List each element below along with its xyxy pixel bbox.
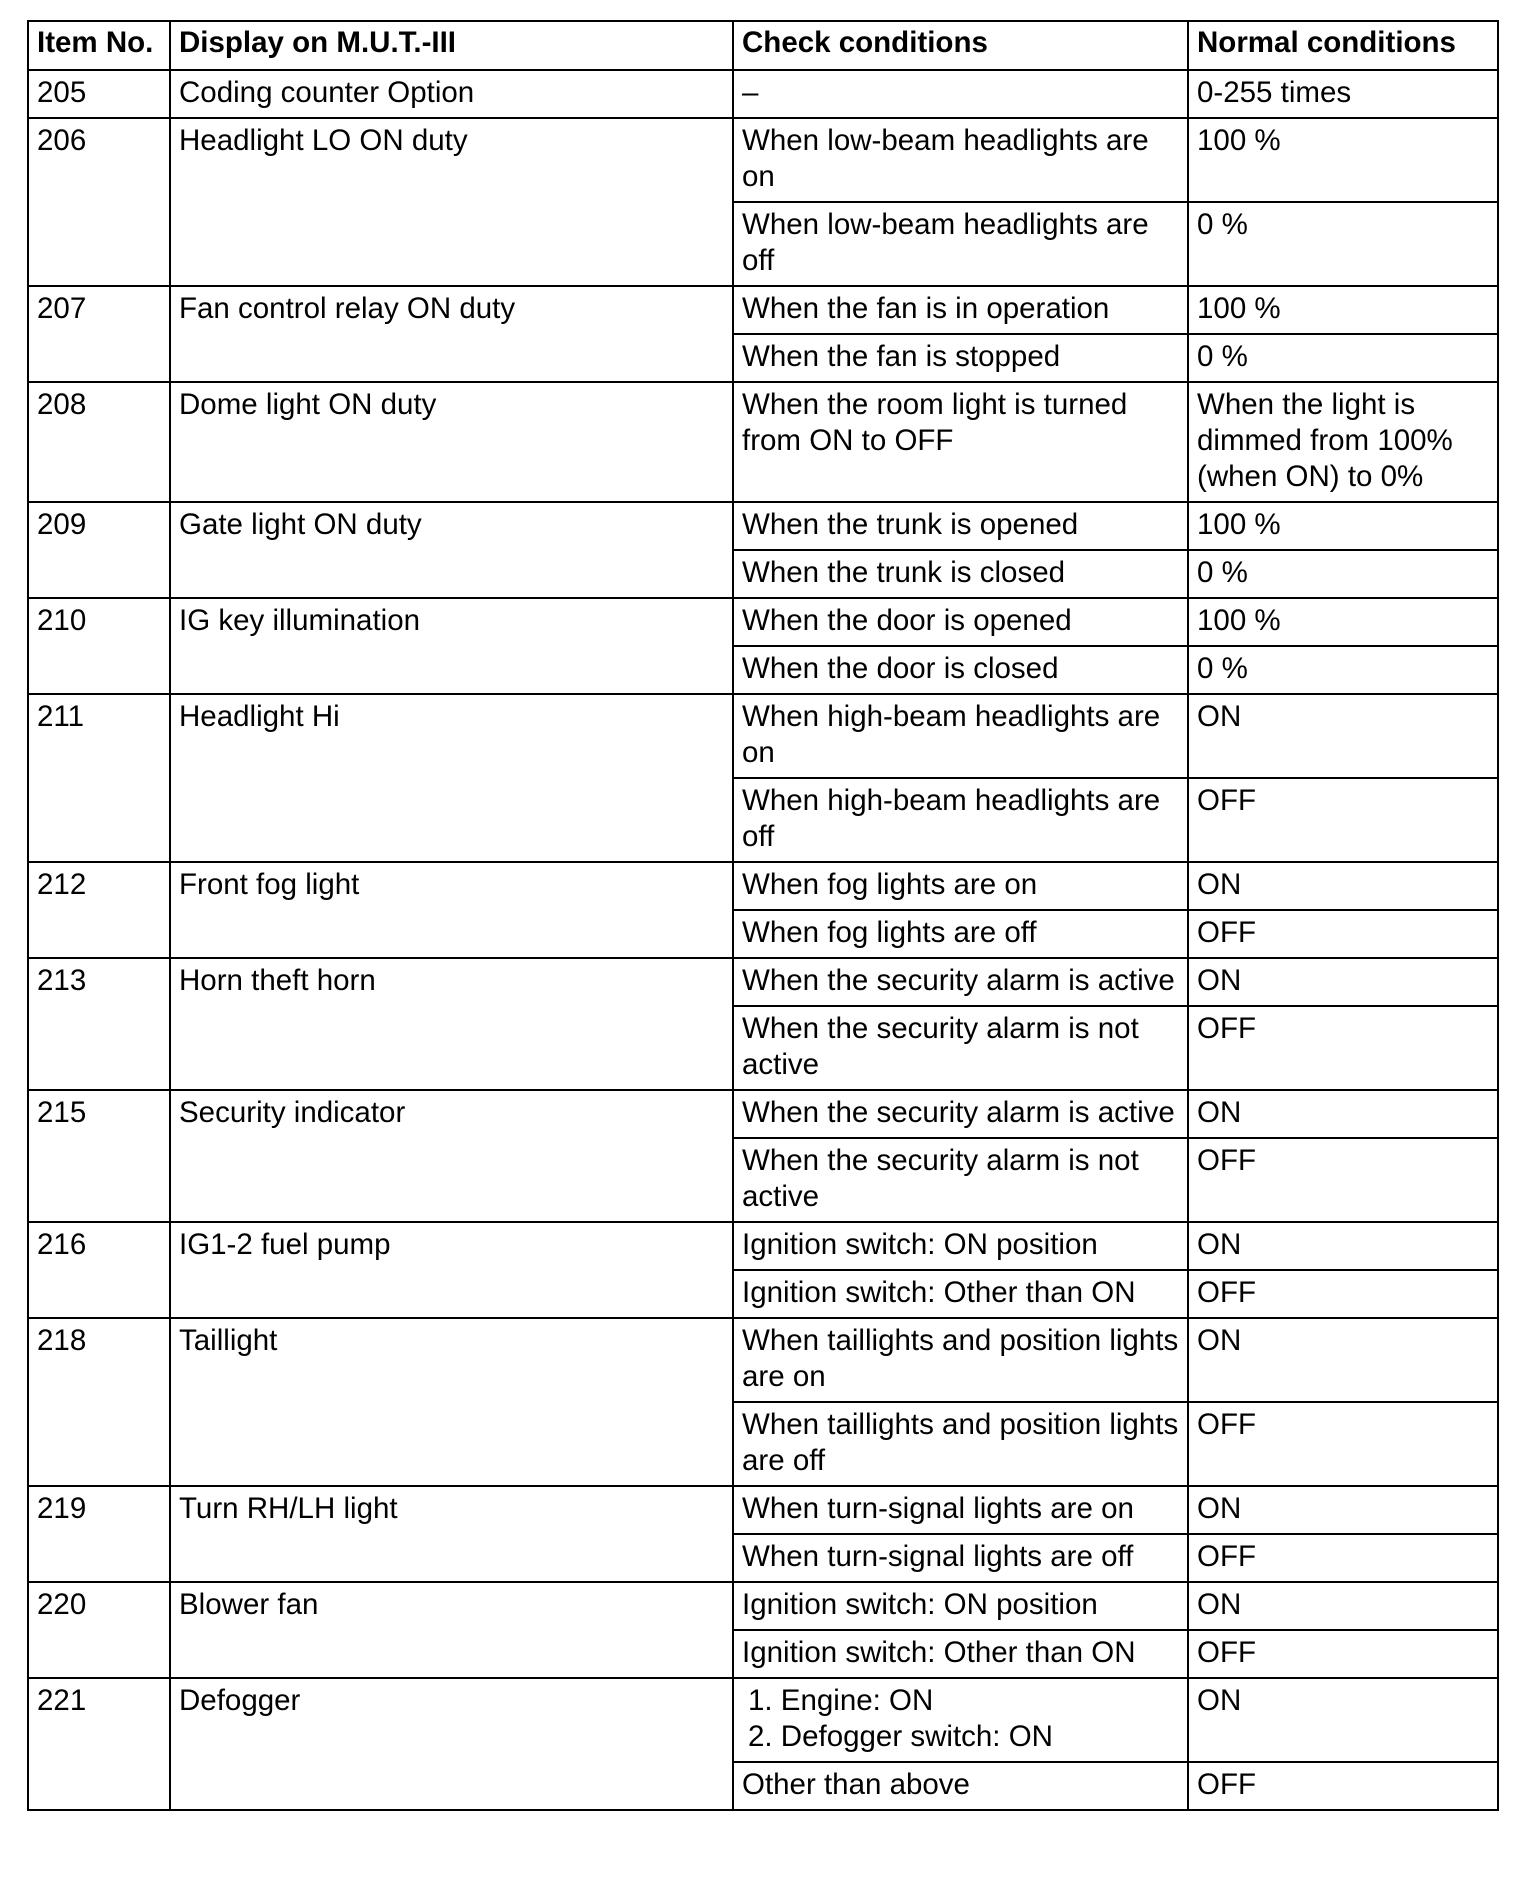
check-condition-cell: When the door is opened bbox=[733, 598, 1188, 646]
table-row bbox=[28, 1090, 1498, 1138]
check-condition-step: 2. Defogger switch: ON bbox=[748, 1720, 1053, 1753]
check-condition-cell: When the security alarm is not active bbox=[733, 1138, 1188, 1222]
display-name-cell: Turn RH/LH light bbox=[170, 1486, 733, 1582]
normal-condition-cell: 0 % bbox=[1188, 646, 1498, 694]
header-item-no: Item No. bbox=[28, 21, 170, 70]
normal-condition-cell: OFF bbox=[1188, 778, 1498, 862]
normal-condition-cell: OFF bbox=[1188, 1402, 1498, 1486]
display-name-cell: Horn theft horn bbox=[170, 958, 733, 1090]
item-number-cell: 212 bbox=[28, 862, 170, 958]
item-number-cell: 220 bbox=[28, 1582, 170, 1678]
normal-condition-cell: OFF bbox=[1188, 1762, 1498, 1810]
normal-condition-cell: OFF bbox=[1188, 910, 1498, 958]
display-name-cell: IG key illumination bbox=[170, 598, 733, 694]
check-condition-step: 1. Engine: ON bbox=[748, 1684, 934, 1717]
check-condition-cell: When the trunk is opened bbox=[733, 502, 1188, 550]
check-condition-cell: When the trunk is closed bbox=[733, 550, 1188, 598]
normal-condition-cell: ON bbox=[1188, 1318, 1498, 1402]
check-condition-cell: When low-beam headlights are on bbox=[733, 118, 1188, 202]
check-condition-cell: When the door is closed bbox=[733, 646, 1188, 694]
normal-condition-cell: ON bbox=[1188, 862, 1498, 910]
normal-condition-cell: 100 % bbox=[1188, 118, 1498, 202]
table-row bbox=[28, 694, 1498, 778]
table-row bbox=[28, 862, 1498, 910]
normal-condition-cell: 100 % bbox=[1188, 286, 1498, 334]
check-condition-cell: When the room light is turned from ON to OFF bbox=[733, 382, 1188, 502]
normal-condition-cell: ON bbox=[1188, 1222, 1498, 1270]
display-name-cell: Fan control relay ON duty bbox=[170, 286, 733, 382]
table-row bbox=[28, 382, 1498, 502]
item-number-cell: 216 bbox=[28, 1222, 170, 1318]
display-name-cell: Headlight LO ON duty bbox=[170, 118, 733, 286]
display-name-cell: Gate light ON duty bbox=[170, 502, 733, 598]
normal-condition-cell: OFF bbox=[1188, 1630, 1498, 1678]
item-number-cell: 206 bbox=[28, 118, 170, 286]
mut-data-table bbox=[27, 20, 1499, 1811]
check-condition-cell: When the fan is stopped bbox=[733, 334, 1188, 382]
normal-condition-cell: 0-255 times bbox=[1188, 70, 1498, 118]
item-number-cell: 219 bbox=[28, 1486, 170, 1582]
check-condition-cell: Ignition switch: ON position bbox=[733, 1582, 1188, 1630]
check-condition-cell: Other than above bbox=[733, 1762, 1188, 1810]
check-condition-cell: When high-beam headlights are on bbox=[733, 694, 1188, 778]
table-row bbox=[28, 1582, 1498, 1630]
normal-condition-cell: OFF bbox=[1188, 1138, 1498, 1222]
table-row bbox=[28, 1678, 1498, 1762]
normal-condition-cell: 100 % bbox=[1188, 502, 1498, 550]
display-name-cell: Dome light ON duty bbox=[170, 382, 733, 502]
display-name-cell: Front fog light bbox=[170, 862, 733, 958]
check-condition-cell: When turn-signal lights are off bbox=[733, 1534, 1188, 1582]
table-row bbox=[28, 1222, 1498, 1270]
normal-condition-cell: ON bbox=[1188, 958, 1498, 1006]
item-number-cell: 210 bbox=[28, 598, 170, 694]
normal-condition-cell: ON bbox=[1188, 1090, 1498, 1138]
check-condition-cell: Ignition switch: Other than ON bbox=[733, 1270, 1188, 1318]
check-condition-cell bbox=[733, 1678, 1188, 1762]
item-number-cell: 208 bbox=[28, 382, 170, 502]
item-number-cell: 215 bbox=[28, 1090, 170, 1222]
table-row bbox=[28, 1318, 1498, 1402]
table-body bbox=[28, 70, 1498, 1810]
check-condition-cell: When the fan is in operation bbox=[733, 286, 1188, 334]
table-row bbox=[28, 502, 1498, 550]
normal-condition-cell: OFF bbox=[1188, 1270, 1498, 1318]
header-normal-conditions: Normal conditions bbox=[1188, 21, 1498, 70]
header-check-conditions: Check conditions bbox=[733, 21, 1188, 70]
item-number-cell: 221 bbox=[28, 1678, 170, 1810]
normal-condition-cell: ON bbox=[1188, 694, 1498, 778]
check-condition-cell: When fog lights are on bbox=[733, 862, 1188, 910]
display-name-cell: Blower fan bbox=[170, 1582, 733, 1678]
table-header-row bbox=[28, 21, 1498, 70]
item-number-cell: 211 bbox=[28, 694, 170, 862]
display-name-cell: Taillight bbox=[170, 1318, 733, 1486]
check-condition-cell: When turn-signal lights are on bbox=[733, 1486, 1188, 1534]
display-name-cell: Security indicator bbox=[170, 1090, 733, 1222]
normal-condition-cell: ON bbox=[1188, 1486, 1498, 1534]
check-condition-cell: – bbox=[733, 70, 1188, 118]
table-row bbox=[28, 286, 1498, 334]
item-number-cell: 207 bbox=[28, 286, 170, 382]
check-condition-cell: When high-beam headlights are off bbox=[733, 778, 1188, 862]
check-condition-cell: Ignition switch: Other than ON bbox=[733, 1630, 1188, 1678]
normal-condition-cell: 0 % bbox=[1188, 334, 1498, 382]
normal-condition-cell: 0 % bbox=[1188, 550, 1498, 598]
normal-condition-cell: OFF bbox=[1188, 1534, 1498, 1582]
display-name-cell: Headlight Hi bbox=[170, 694, 733, 862]
normal-condition-cell: 100 % bbox=[1188, 598, 1498, 646]
normal-condition-cell: OFF bbox=[1188, 1006, 1498, 1090]
check-condition-cell: When the security alarm is not active bbox=[733, 1006, 1188, 1090]
table-row bbox=[28, 958, 1498, 1006]
display-name-cell: Coding counter Option bbox=[170, 70, 733, 118]
display-name-cell: IG1-2 fuel pump bbox=[170, 1222, 733, 1318]
check-condition-cell: When the security alarm is active bbox=[733, 1090, 1188, 1138]
check-condition-cell: When fog lights are off bbox=[733, 910, 1188, 958]
item-number-cell: 213 bbox=[28, 958, 170, 1090]
table-row bbox=[28, 118, 1498, 202]
check-condition-cell: When the security alarm is active bbox=[733, 958, 1188, 1006]
table-row bbox=[28, 70, 1498, 118]
normal-condition-cell: 0 % bbox=[1188, 202, 1498, 286]
check-condition-cell: Ignition switch: ON position bbox=[733, 1222, 1188, 1270]
table-row bbox=[28, 1486, 1498, 1534]
check-condition-cell: When taillights and position lights are on bbox=[733, 1318, 1188, 1402]
normal-condition-cell: When the light is dimmed from 100% (when ON) to 0% bbox=[1188, 382, 1498, 502]
item-number-cell: 209 bbox=[28, 502, 170, 598]
check-condition-cell: When taillights and position lights are off bbox=[733, 1402, 1188, 1486]
item-number-cell: 218 bbox=[28, 1318, 170, 1486]
item-number-cell: 205 bbox=[28, 70, 170, 118]
header-display: Display on M.U.T.-III bbox=[170, 21, 733, 70]
table-row bbox=[28, 598, 1498, 646]
normal-condition-cell: ON bbox=[1188, 1582, 1498, 1630]
check-condition-cell: When low-beam headlights are off bbox=[733, 202, 1188, 286]
normal-condition-cell: ON bbox=[1188, 1678, 1498, 1762]
display-name-cell: Defogger bbox=[170, 1678, 733, 1810]
